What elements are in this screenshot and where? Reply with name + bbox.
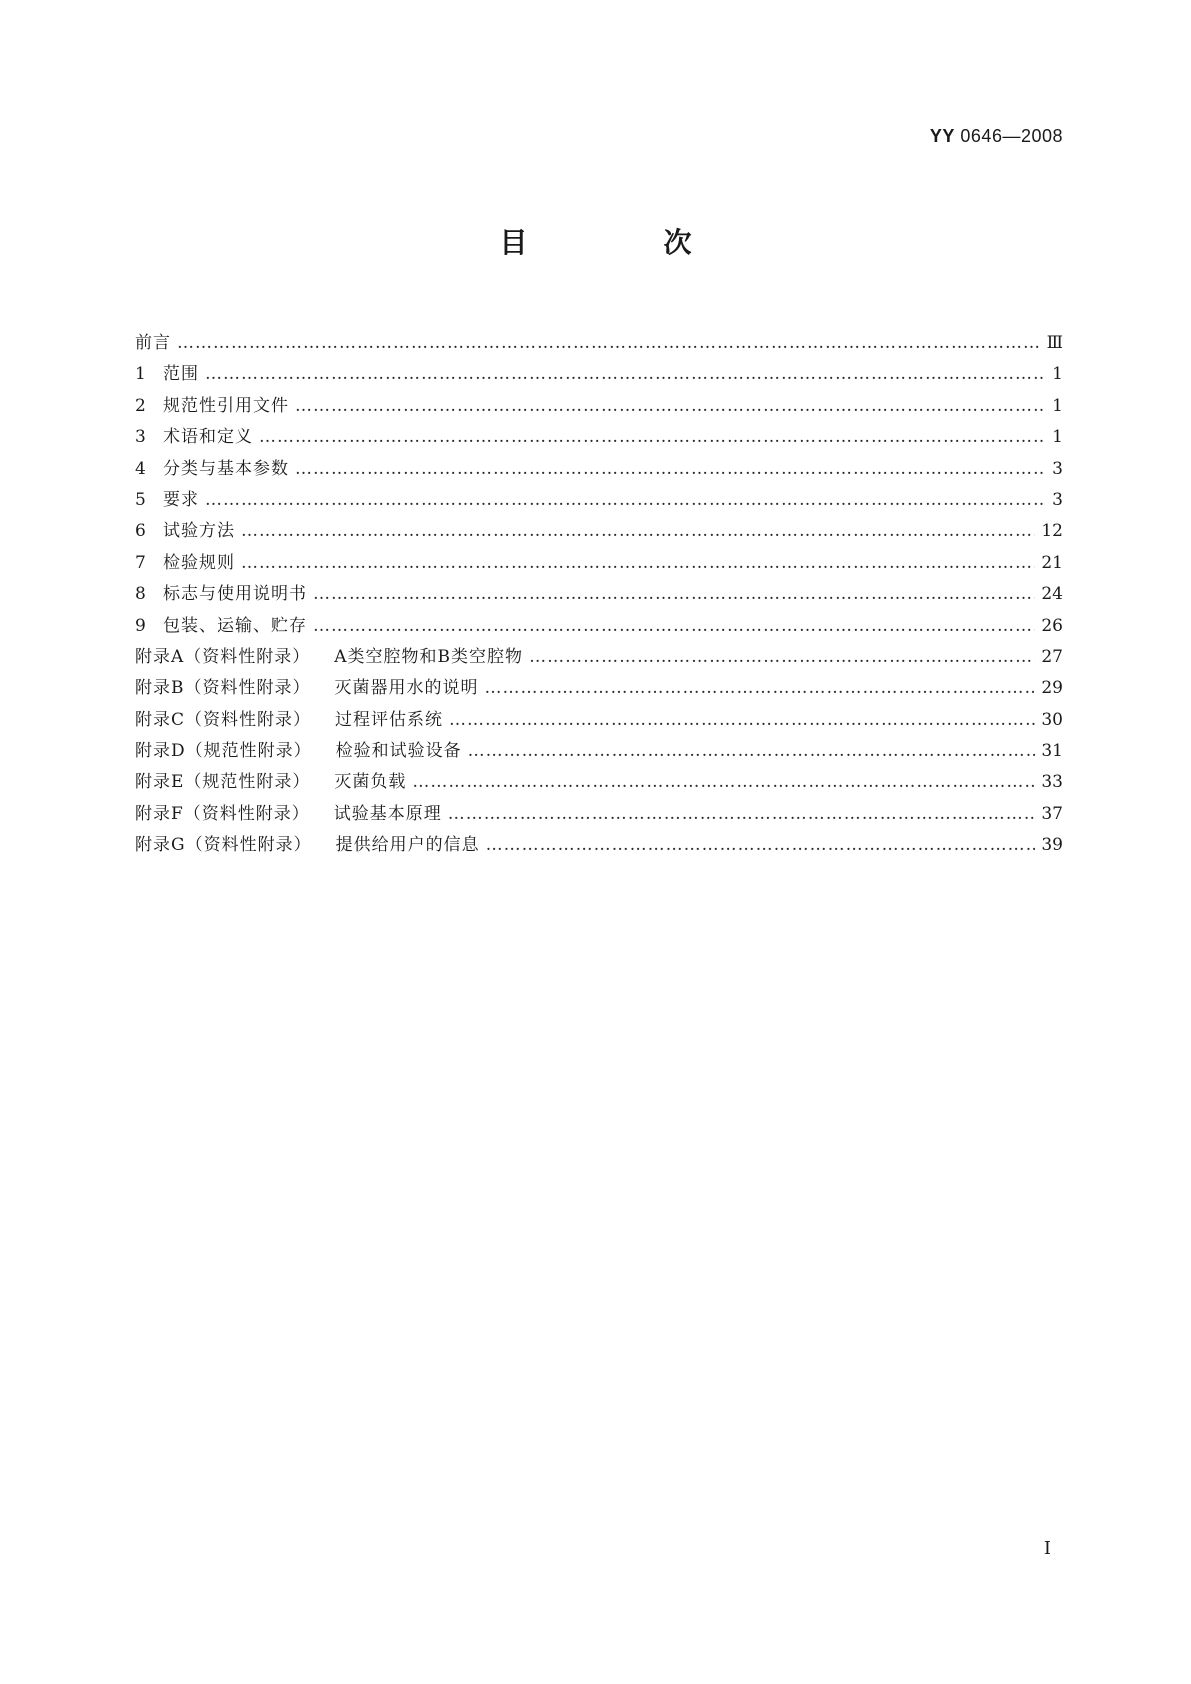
toc-entry-foreword[interactable]: [135, 328, 1063, 359]
toc-leader-dots: [313, 616, 1035, 636]
toc-section-number: 9: [135, 615, 146, 636]
standard-prefix: YY: [929, 126, 955, 146]
standard-number: 0646—2008: [960, 126, 1063, 146]
page-number: I: [1043, 1538, 1051, 1559]
toc-leader-dots: [295, 459, 1043, 479]
toc-appendix-label: 附录B（资料性附录）: [135, 678, 311, 699]
toc-page-number: 31: [1041, 741, 1063, 762]
toc-entry-label: 检验规则: [163, 552, 235, 573]
toc-appendix-label: 附录A（资料性附录）: [135, 646, 311, 667]
toc-entry-appendix-e[interactable]: [135, 767, 1063, 798]
toc-leader-dots: [485, 678, 1036, 698]
toc-appendix-title: 提供给用户的信息: [335, 835, 480, 856]
toc-entry-3[interactable]: [135, 422, 1063, 453]
toc-leader-dots: [529, 647, 1035, 667]
toc-appendix-title: A类空腔物和B类空腔物: [334, 646, 524, 667]
toc-entry-1[interactable]: [135, 359, 1063, 390]
toc-entry-label: 术语和定义: [163, 427, 253, 448]
toc-entry-label: 规范性引用文件: [163, 395, 289, 416]
toc-leader-dots: [241, 553, 1035, 573]
toc-page-number: 12: [1041, 521, 1063, 542]
toc-appendix-title: 检验和试验设备: [335, 741, 462, 762]
toc-entry-label: 范围: [163, 364, 199, 385]
toc-leader-dots: [241, 521, 1035, 541]
toc-entry-9[interactable]: [135, 611, 1063, 642]
toc-section-number: 6: [135, 521, 146, 542]
toc-entry-appendix-g[interactable]: [135, 830, 1063, 861]
toc-appendix-label: 附录D（规范性附录）: [135, 741, 312, 762]
toc-leader-dots: [468, 741, 1036, 761]
toc-leader-dots: [313, 584, 1035, 604]
page-title: 目 次: [499, 226, 746, 259]
toc-entry-6[interactable]: [135, 516, 1063, 547]
toc-section-number: 4: [135, 458, 146, 479]
toc-appendix-title: 灭菌器用水的说明: [334, 678, 479, 699]
toc-section-number: 1: [135, 364, 146, 385]
toc-page-number: 39: [1041, 835, 1063, 856]
toc-section-number: 5: [135, 489, 146, 510]
toc-entry-5[interactable]: [135, 485, 1063, 516]
toc-leader-dots: [486, 835, 1036, 855]
toc-appendix-label: 附录C（资料性附录）: [135, 709, 312, 730]
toc-leader-dots: [177, 333, 1041, 353]
toc-page-number: 24: [1041, 584, 1063, 605]
toc-page-number: 1: [1052, 395, 1063, 416]
toc-page-number: 33: [1041, 772, 1063, 793]
toc-entry-label: 试验方法: [163, 521, 235, 542]
toc-appendix-title: 试验基本原理: [333, 803, 442, 824]
toc-entry-label: 标志与使用说明书: [163, 584, 307, 605]
toc-entry-appendix-a[interactable]: [135, 642, 1063, 673]
toc-entry-label: 要求: [163, 489, 199, 510]
toc-leader-dots: [412, 772, 1035, 792]
toc-leader-dots: [449, 710, 1035, 730]
toc-appendix-title: 过程评估系统: [335, 709, 444, 730]
standard-code: [930, 126, 1063, 147]
toc-entry-label: 包装、运输、贮存: [163, 615, 307, 636]
toc-section-number: 8: [135, 584, 146, 605]
toc-section-number: 3: [135, 427, 146, 448]
toc-entry-4[interactable]: [135, 454, 1063, 485]
toc-section-number: 2: [135, 395, 146, 416]
toc-page-number: 3: [1052, 458, 1063, 479]
toc-page-number: Ⅲ: [1046, 333, 1063, 353]
toc-entry-appendix-f[interactable]: [135, 799, 1063, 830]
toc-page-number: 1: [1052, 427, 1063, 448]
toc-appendix-label: 附录E（规范性附录）: [135, 772, 311, 793]
toc-leader-dots: [205, 490, 1043, 510]
toc-page-number: 26: [1041, 615, 1063, 636]
toc-section-number: 7: [135, 552, 146, 573]
toc-leader-dots: [448, 804, 1036, 824]
toc-entry-2[interactable]: [135, 391, 1063, 422]
toc-appendix-label: 附录G（资料性附录）: [135, 835, 312, 856]
toc-page-number: 3: [1052, 489, 1063, 510]
toc-entry-label: 前言: [135, 333, 171, 353]
toc-entry-label: 分类与基本参数: [163, 458, 289, 479]
toc-leader-dots: [205, 364, 1043, 384]
table-of-contents: [135, 328, 1063, 862]
toc-entry-appendix-b[interactable]: [135, 673, 1063, 704]
toc-leader-dots: [295, 396, 1043, 416]
toc-appendix-title: 灭菌负载: [334, 772, 407, 793]
toc-entry-7[interactable]: [135, 548, 1063, 579]
toc-page-number: 27: [1041, 646, 1063, 667]
toc-page-number: 1: [1052, 364, 1063, 385]
toc-entry-8[interactable]: [135, 579, 1063, 610]
toc-entry-appendix-d[interactable]: [135, 736, 1063, 767]
toc-page-number: 30: [1041, 709, 1063, 730]
toc-page-number: 37: [1041, 803, 1063, 824]
toc-leader-dots: [259, 427, 1043, 447]
toc-entry-appendix-c[interactable]: [135, 705, 1063, 736]
toc-appendix-label: 附录F（资料性附录）: [135, 803, 310, 824]
toc-page-number: 21: [1041, 552, 1063, 573]
toc-page-number: 29: [1041, 678, 1063, 699]
